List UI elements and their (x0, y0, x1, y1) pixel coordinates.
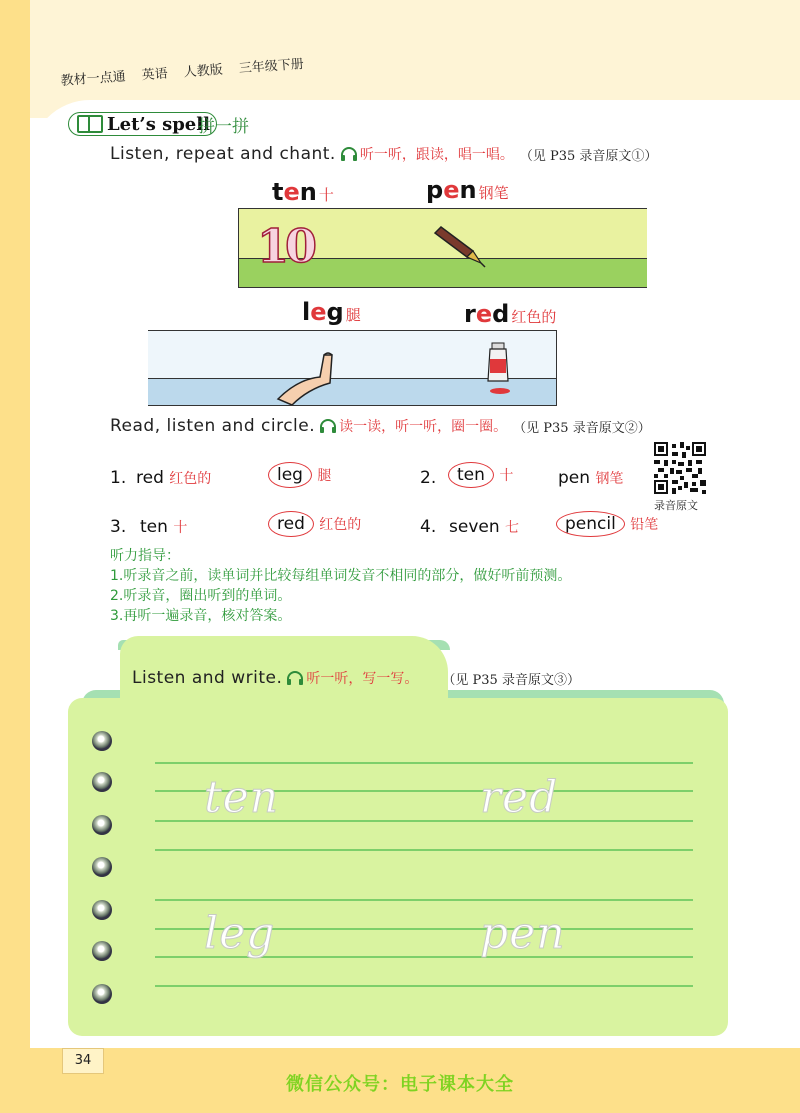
section2-en: Read, listen and circle. (110, 416, 316, 436)
word-red-coda: d (492, 300, 510, 328)
lets-spell-badge (68, 112, 217, 136)
pen-illustration (431, 223, 491, 273)
q3-b-word-circled: red (268, 511, 314, 537)
qr-code[interactable] (654, 442, 706, 494)
question-1-option-a[interactable] (136, 468, 211, 488)
word-pen (426, 176, 509, 204)
section3-cn: 听一听，写一写。 (306, 671, 419, 687)
question-1-option-b[interactable] (268, 462, 331, 488)
word-pen-vowel: e (443, 176, 460, 204)
number-ten-illustration: 10 (257, 219, 314, 273)
word-leg (302, 298, 361, 326)
section3-ref: （见 P35 录音原文③） (442, 672, 580, 688)
guide-item-3: 3.再听一遍录音，核对答案。 (110, 608, 292, 624)
word-red-onset: r (464, 300, 476, 328)
question-4-option-b[interactable] (556, 511, 658, 537)
q1-b-word-circled: leg (268, 462, 312, 488)
q1-a-cn: 红色的 (169, 471, 212, 487)
qr-label: 录音原文 (654, 499, 698, 512)
q3-a-cn: 十 (173, 520, 188, 536)
writing-line (155, 762, 693, 764)
section3-en: Listen and write. (132, 668, 283, 688)
word-red (464, 300, 556, 328)
q1-b-cn: 腿 (317, 468, 332, 484)
q2-a-cn: 十 (499, 468, 514, 484)
illustration-strip-leg-red (148, 330, 557, 406)
headphone-icon (286, 671, 304, 685)
guide-item-2: 2.听录音，圈出听到的单词。 (110, 588, 292, 604)
word-red-vowel: e (475, 300, 493, 328)
word-leg-onset: l (302, 298, 311, 326)
binder-ring (92, 857, 112, 877)
answer-word-4[interactable]: pen (480, 908, 566, 959)
q3-b-cn: 红色的 (319, 517, 362, 533)
guide-item-1: 1.听录音之前，读单词并比较每组单词发音不相同的部分，做好听前预测。 (110, 568, 572, 584)
word-leg-vowel: e (310, 298, 327, 326)
question-3-option-a[interactable] (140, 517, 187, 537)
section1-ref: （见 P35 录音原文①） (519, 148, 658, 164)
headphone-icon (340, 147, 358, 161)
q2-b-cn: 钢笔 (595, 471, 624, 487)
word-leg-cn: 腿 (345, 306, 361, 324)
q3-a-word: ten (140, 517, 168, 537)
red-paint-tube-illustration (482, 341, 522, 397)
word-ten (272, 178, 334, 206)
writing-line (155, 849, 693, 851)
open-book-icon (77, 115, 103, 133)
header-book-series: 教材一点通 (60, 69, 127, 89)
q4-b-word-circled: pencil (556, 511, 625, 537)
word-pen-cn: 钢笔 (478, 184, 509, 202)
word-ten-vowel: e (283, 178, 300, 206)
answer-word-2[interactable]: red (480, 772, 559, 823)
word-red-cn: 红色的 (511, 308, 557, 326)
page-number: 34 (62, 1048, 104, 1074)
binder-ring (92, 772, 112, 792)
section2-cn: 读一读，听一听，圈一圈。 (339, 419, 508, 435)
question-2-option-a[interactable] (448, 462, 513, 488)
binder-ring (92, 731, 112, 751)
q4-b-cn: 铅笔 (630, 517, 659, 533)
leg-illustration (268, 349, 348, 405)
lets-spell-title: Let’s spell (107, 113, 210, 135)
question-3-option-b[interactable] (268, 511, 361, 537)
section2-instruction (110, 416, 651, 436)
word-ten-coda: n (299, 178, 317, 206)
guide-title: 听力指导： (110, 548, 180, 564)
answer-word-1[interactable]: ten (204, 772, 280, 823)
answer-word-3[interactable]: leg (204, 908, 276, 959)
q2-a-word-circled: ten (448, 462, 494, 488)
binder-ring (92, 815, 112, 835)
section3-instruction (132, 668, 580, 688)
section1-en: Listen, repeat and chant. (110, 144, 336, 164)
q2-b-word: pen (558, 468, 591, 488)
section1-instruction (110, 144, 657, 164)
section1-cn: 听一听，跟读，唱一唱。 (359, 147, 514, 163)
lets-spell-cn: 拼一拼 (198, 117, 249, 137)
question-2-number: 2. (420, 468, 437, 488)
header-grade: 三年级下册 (238, 57, 305, 77)
header-edition: 人教版 (183, 62, 224, 81)
page-left-margin (0, 0, 30, 1113)
word-pen-onset: p (426, 176, 444, 204)
illustration-strip-ten-pen (238, 208, 647, 288)
question-1-number: 1. (110, 468, 127, 488)
word-pen-coda: n (459, 176, 477, 204)
binder-ring (92, 984, 112, 1004)
binder-ring (92, 941, 112, 961)
listening-guide (110, 546, 571, 626)
question-4-number: 4. (420, 517, 437, 537)
word-ten-onset: t (272, 178, 284, 206)
question-3-number: 3. (110, 517, 127, 537)
header-subject: 英语 (141, 66, 169, 84)
word-leg-coda: g (326, 298, 344, 326)
watermark: 微信公众号：电子课本大全 (286, 1074, 514, 1095)
q4-a-word: seven (449, 517, 500, 537)
writing-line (155, 899, 693, 901)
q1-a-word: red (136, 468, 164, 488)
binder-ring (92, 900, 112, 920)
headphone-icon (319, 419, 337, 433)
word-ten-cn: 十 (318, 186, 334, 204)
question-2-option-b[interactable] (558, 468, 623, 488)
q4-a-cn: 七 (505, 520, 520, 536)
question-4-option-a[interactable] (449, 517, 519, 537)
section2-ref: （见 P35 录音原文②） (513, 420, 651, 436)
writing-line (155, 985, 693, 987)
